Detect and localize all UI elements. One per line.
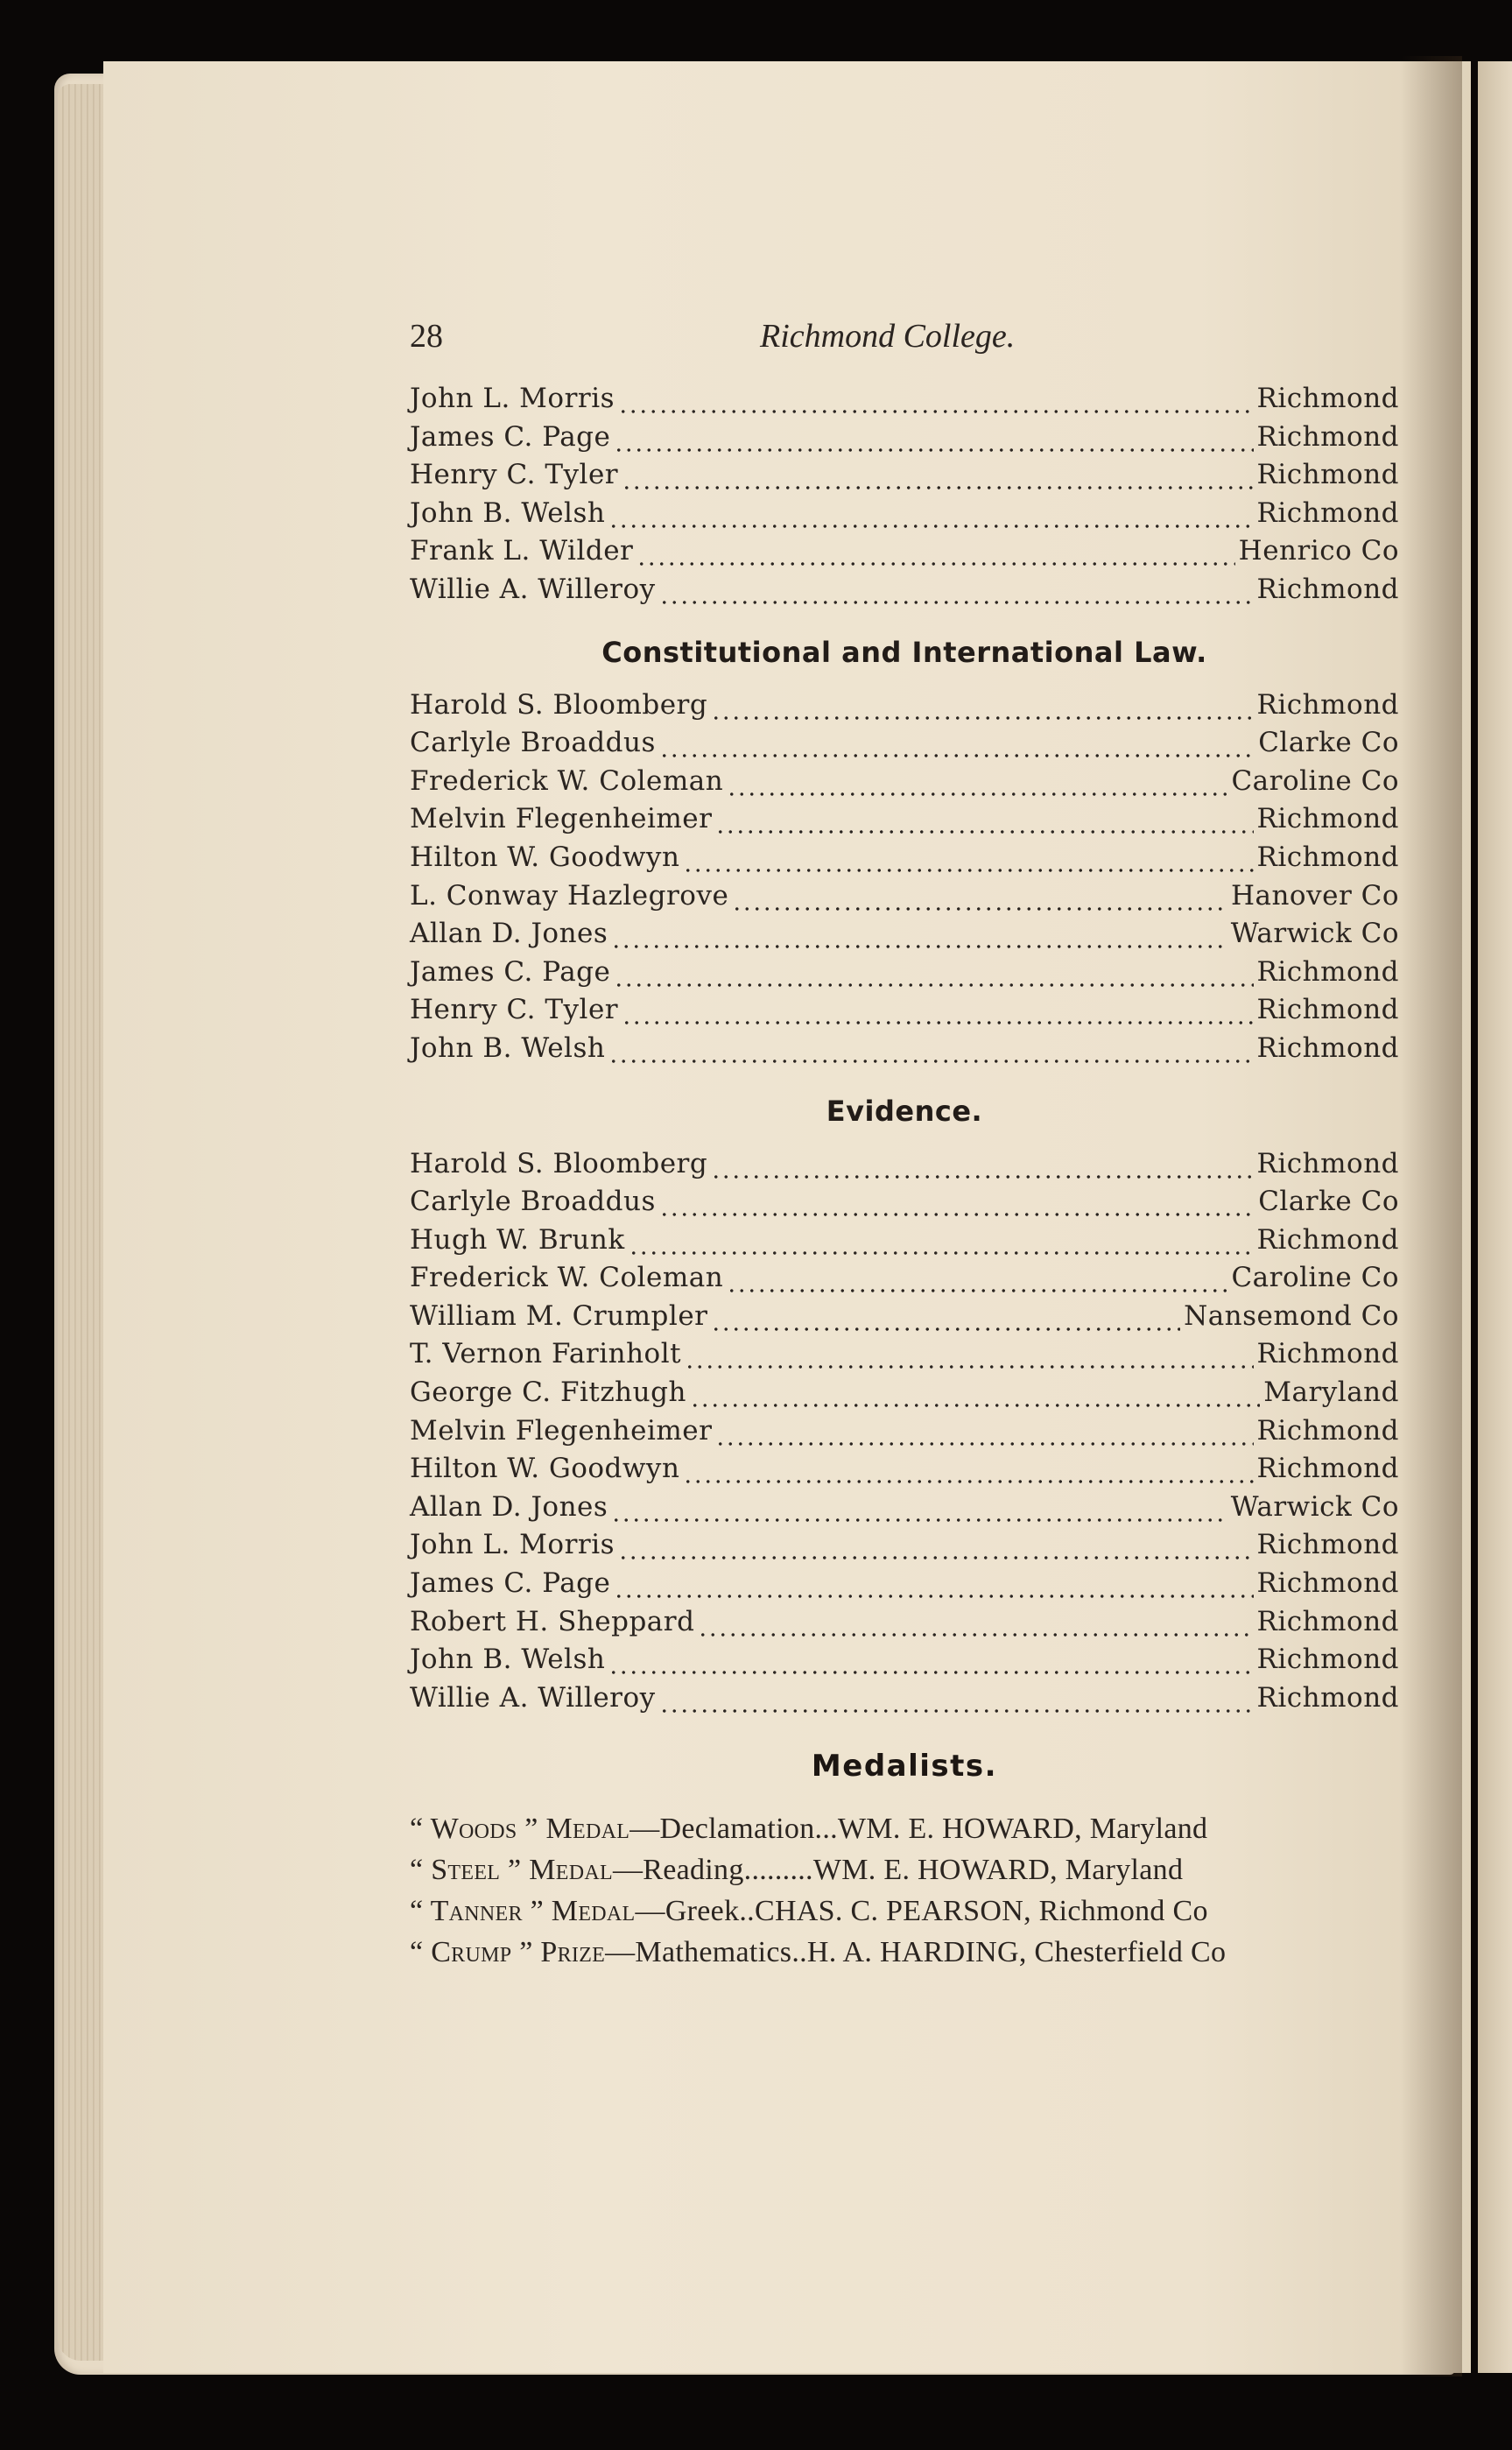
student-name: L. Conway Hazlegrove <box>410 879 729 912</box>
dot-leader <box>629 1221 1254 1260</box>
list-item <box>410 1183 1399 1221</box>
student-place: Clarke Co <box>1258 727 1399 759</box>
list-item <box>410 763 1399 801</box>
page-edges <box>58 84 110 2361</box>
list-item <box>410 571 1399 609</box>
student-name: Willie A. Willeroy <box>410 1681 656 1714</box>
student-name: John B. Welsh <box>410 1644 606 1676</box>
student-place: Richmond <box>1256 841 1399 873</box>
list-item <box>410 800 1399 839</box>
student-name: James C. Page <box>410 955 611 988</box>
student-place: Richmond <box>1256 1567 1399 1600</box>
section-heading: Constitutional and International Law. <box>601 635 1207 669</box>
dot-leader <box>690 1374 1260 1412</box>
student-place: Richmond <box>1256 1031 1399 1064</box>
list-item <box>410 1679 1399 1718</box>
list-item <box>410 1412 1399 1451</box>
medal-award: “ Steel ” Medal <box>410 1854 613 1887</box>
list-item <box>410 1450 1399 1489</box>
dot-leader <box>611 915 1227 954</box>
student-name: Robert H. Sheppard <box>410 1605 695 1637</box>
dot-leader <box>727 763 1227 801</box>
dot-leader <box>614 954 1253 992</box>
medal-item <box>410 1890 1399 1932</box>
student-place: Richmond <box>1256 496 1399 529</box>
list-item <box>410 1030 1399 1068</box>
student-name: Willie A. Willeroy <box>410 573 656 605</box>
student-name: James C. Page <box>410 1567 611 1600</box>
student-place: Richmond <box>1256 1681 1399 1714</box>
student-name: Henry C. Tyler <box>410 459 619 491</box>
running-head <box>410 317 1399 363</box>
dot-leader <box>636 532 1234 571</box>
dot-leader <box>711 1298 1180 1336</box>
dot-leader <box>618 1526 1254 1565</box>
student-name: Frank L. Wilder <box>410 535 634 567</box>
list-item <box>410 495 1399 533</box>
student-name: John B. Welsh <box>410 496 606 529</box>
list-item <box>410 419 1399 457</box>
list-item <box>410 1526 1399 1565</box>
student-name: Hilton W. Goodwyn <box>410 1453 680 1485</box>
list-item <box>410 380 1399 419</box>
student-place: Richmond <box>1256 573 1399 605</box>
student-name: T. Vernon Farinholt <box>410 1338 682 1370</box>
medal-award: “ Crump ” Prize <box>410 1936 606 1969</box>
student-place: Richmond <box>1256 420 1399 453</box>
student-place: Richmond <box>1256 383 1399 414</box>
facing-page-edge <box>1478 61 1512 2373</box>
running-title: Richmond College. <box>760 318 1016 355</box>
student-name: Hilton W. Goodwyn <box>410 841 680 873</box>
dot-leader <box>711 686 1253 725</box>
section-list-evidence <box>410 1145 1399 1718</box>
dot-leader <box>683 1450 1253 1489</box>
student-name: Frederick W. Coleman <box>410 1262 724 1294</box>
student-name: Harold S. Bloomberg <box>410 688 708 721</box>
page-number: 28 <box>410 318 443 355</box>
student-name: William M. Crumpler <box>410 1299 708 1332</box>
student-name: Frederick W. Coleman <box>410 764 724 797</box>
list-item <box>410 1641 1399 1679</box>
dot-leader <box>608 1641 1253 1679</box>
student-name: Allan D. Jones <box>410 918 608 950</box>
dot-leader <box>611 1489 1227 1527</box>
dot-leader <box>698 1603 1253 1642</box>
dot-leader <box>727 1259 1227 1298</box>
student-place: Richmond <box>1256 803 1399 835</box>
dot-leader <box>659 1679 1254 1718</box>
dot-leader <box>711 1145 1253 1184</box>
medal-item <box>410 1808 1399 1849</box>
dot-leader <box>659 1183 1255 1221</box>
list-item <box>410 1259 1399 1298</box>
student-place: Richmond <box>1256 1414 1399 1447</box>
spine-shadow <box>1401 56 1462 2376</box>
student-place: Maryland <box>1263 1376 1399 1409</box>
dot-leader <box>614 1565 1253 1603</box>
medal-recipient: —Declamation...WM. E. HOWARD, Maryland <box>629 1813 1208 1846</box>
student-place: Richmond <box>1256 1529 1399 1561</box>
student-name: Henry C. Tyler <box>410 994 619 1026</box>
medal-item <box>410 1932 1399 1973</box>
list-item <box>410 456 1399 495</box>
student-name: John B. Welsh <box>410 1031 606 1064</box>
dot-leader <box>622 991 1253 1030</box>
dot-leader <box>608 495 1253 533</box>
medalists-list <box>410 1808 1399 1973</box>
student-place: Richmond <box>1256 688 1399 721</box>
list-item <box>410 954 1399 992</box>
medal-award: “ Woods ” Medal <box>410 1813 630 1846</box>
list-item <box>410 1221 1399 1260</box>
section-list-continued <box>410 380 1399 609</box>
student-name: Melvin Flegenheimer <box>410 803 713 835</box>
student-place: Richmond <box>1256 1605 1399 1637</box>
student-name: George C. Fitzhugh <box>410 1376 686 1409</box>
student-place: Warwick Co <box>1230 1490 1399 1523</box>
student-name: Hugh W. Brunk <box>410 1223 625 1256</box>
student-name: Allan D. Jones <box>410 1490 608 1523</box>
student-place: Caroline Co <box>1231 1262 1399 1294</box>
dot-leader <box>659 571 1254 609</box>
student-place: Hanover Co <box>1230 879 1399 912</box>
student-name: John L. Morris <box>410 383 615 414</box>
medal-item <box>410 1849 1399 1890</box>
student-place: Caroline Co <box>1231 764 1399 797</box>
list-item <box>410 724 1399 763</box>
list-item <box>410 1335 1399 1374</box>
student-place: Richmond <box>1256 1644 1399 1676</box>
student-name: James C. Page <box>410 420 611 453</box>
section-list-constitutional-law <box>410 686 1399 1068</box>
student-place: Richmond <box>1256 1147 1399 1179</box>
student-place: Richmond <box>1256 1338 1399 1370</box>
student-name: Melvin Flegenheimer <box>410 1414 713 1447</box>
dot-leader <box>614 419 1253 457</box>
page-content <box>410 317 1399 1973</box>
list-item <box>410 877 1399 916</box>
list-item <box>410 991 1399 1030</box>
dot-leader <box>683 839 1253 877</box>
list-item <box>410 1603 1399 1642</box>
medal-recipient: —Reading.........WM. E. HOWARD, Maryland <box>612 1854 1184 1887</box>
student-name: Carlyle Broaddus <box>410 1186 656 1218</box>
dot-leader <box>715 800 1253 839</box>
student-place: Richmond <box>1256 955 1399 988</box>
dot-leader <box>715 1412 1253 1451</box>
dot-leader <box>732 877 1227 916</box>
dot-leader <box>622 456 1253 495</box>
medal-recipient: —Greek..CHAS. C. PEARSON, Richmond Co <box>635 1895 1208 1928</box>
list-item <box>410 1298 1399 1336</box>
list-item <box>410 532 1399 571</box>
list-item <box>410 686 1399 725</box>
student-place: Clarke Co <box>1258 1186 1399 1218</box>
list-item <box>410 839 1399 877</box>
student-place: Richmond <box>1256 1453 1399 1485</box>
student-name: Carlyle Broaddus <box>410 727 656 759</box>
medal-award: “ Tanner ” Medal <box>410 1895 636 1928</box>
dot-leader <box>659 724 1255 763</box>
dot-leader <box>608 1030 1253 1068</box>
list-item <box>410 1565 1399 1603</box>
student-place: Nansemond Co <box>1184 1299 1399 1332</box>
section-heading: Evidence. <box>826 1094 983 1128</box>
dot-leader <box>685 1335 1253 1374</box>
medalists-heading: Medalists. <box>811 1749 998 1785</box>
list-item <box>410 1145 1399 1184</box>
list-item <box>410 1374 1399 1412</box>
dot-leader <box>618 380 1254 419</box>
student-place: Henrico Co <box>1238 535 1399 567</box>
student-place: Warwick Co <box>1230 918 1399 950</box>
list-item <box>410 915 1399 954</box>
medal-recipient: —Mathematics..H. A. HARDING, Chesterfield Co <box>605 1936 1227 1969</box>
student-place: Richmond <box>1256 459 1399 491</box>
student-place: Richmond <box>1256 1223 1399 1256</box>
student-place: Richmond <box>1256 994 1399 1026</box>
list-item <box>410 1489 1399 1527</box>
student-name: Harold S. Bloomberg <box>410 1147 708 1179</box>
student-name: John L. Morris <box>410 1529 615 1561</box>
